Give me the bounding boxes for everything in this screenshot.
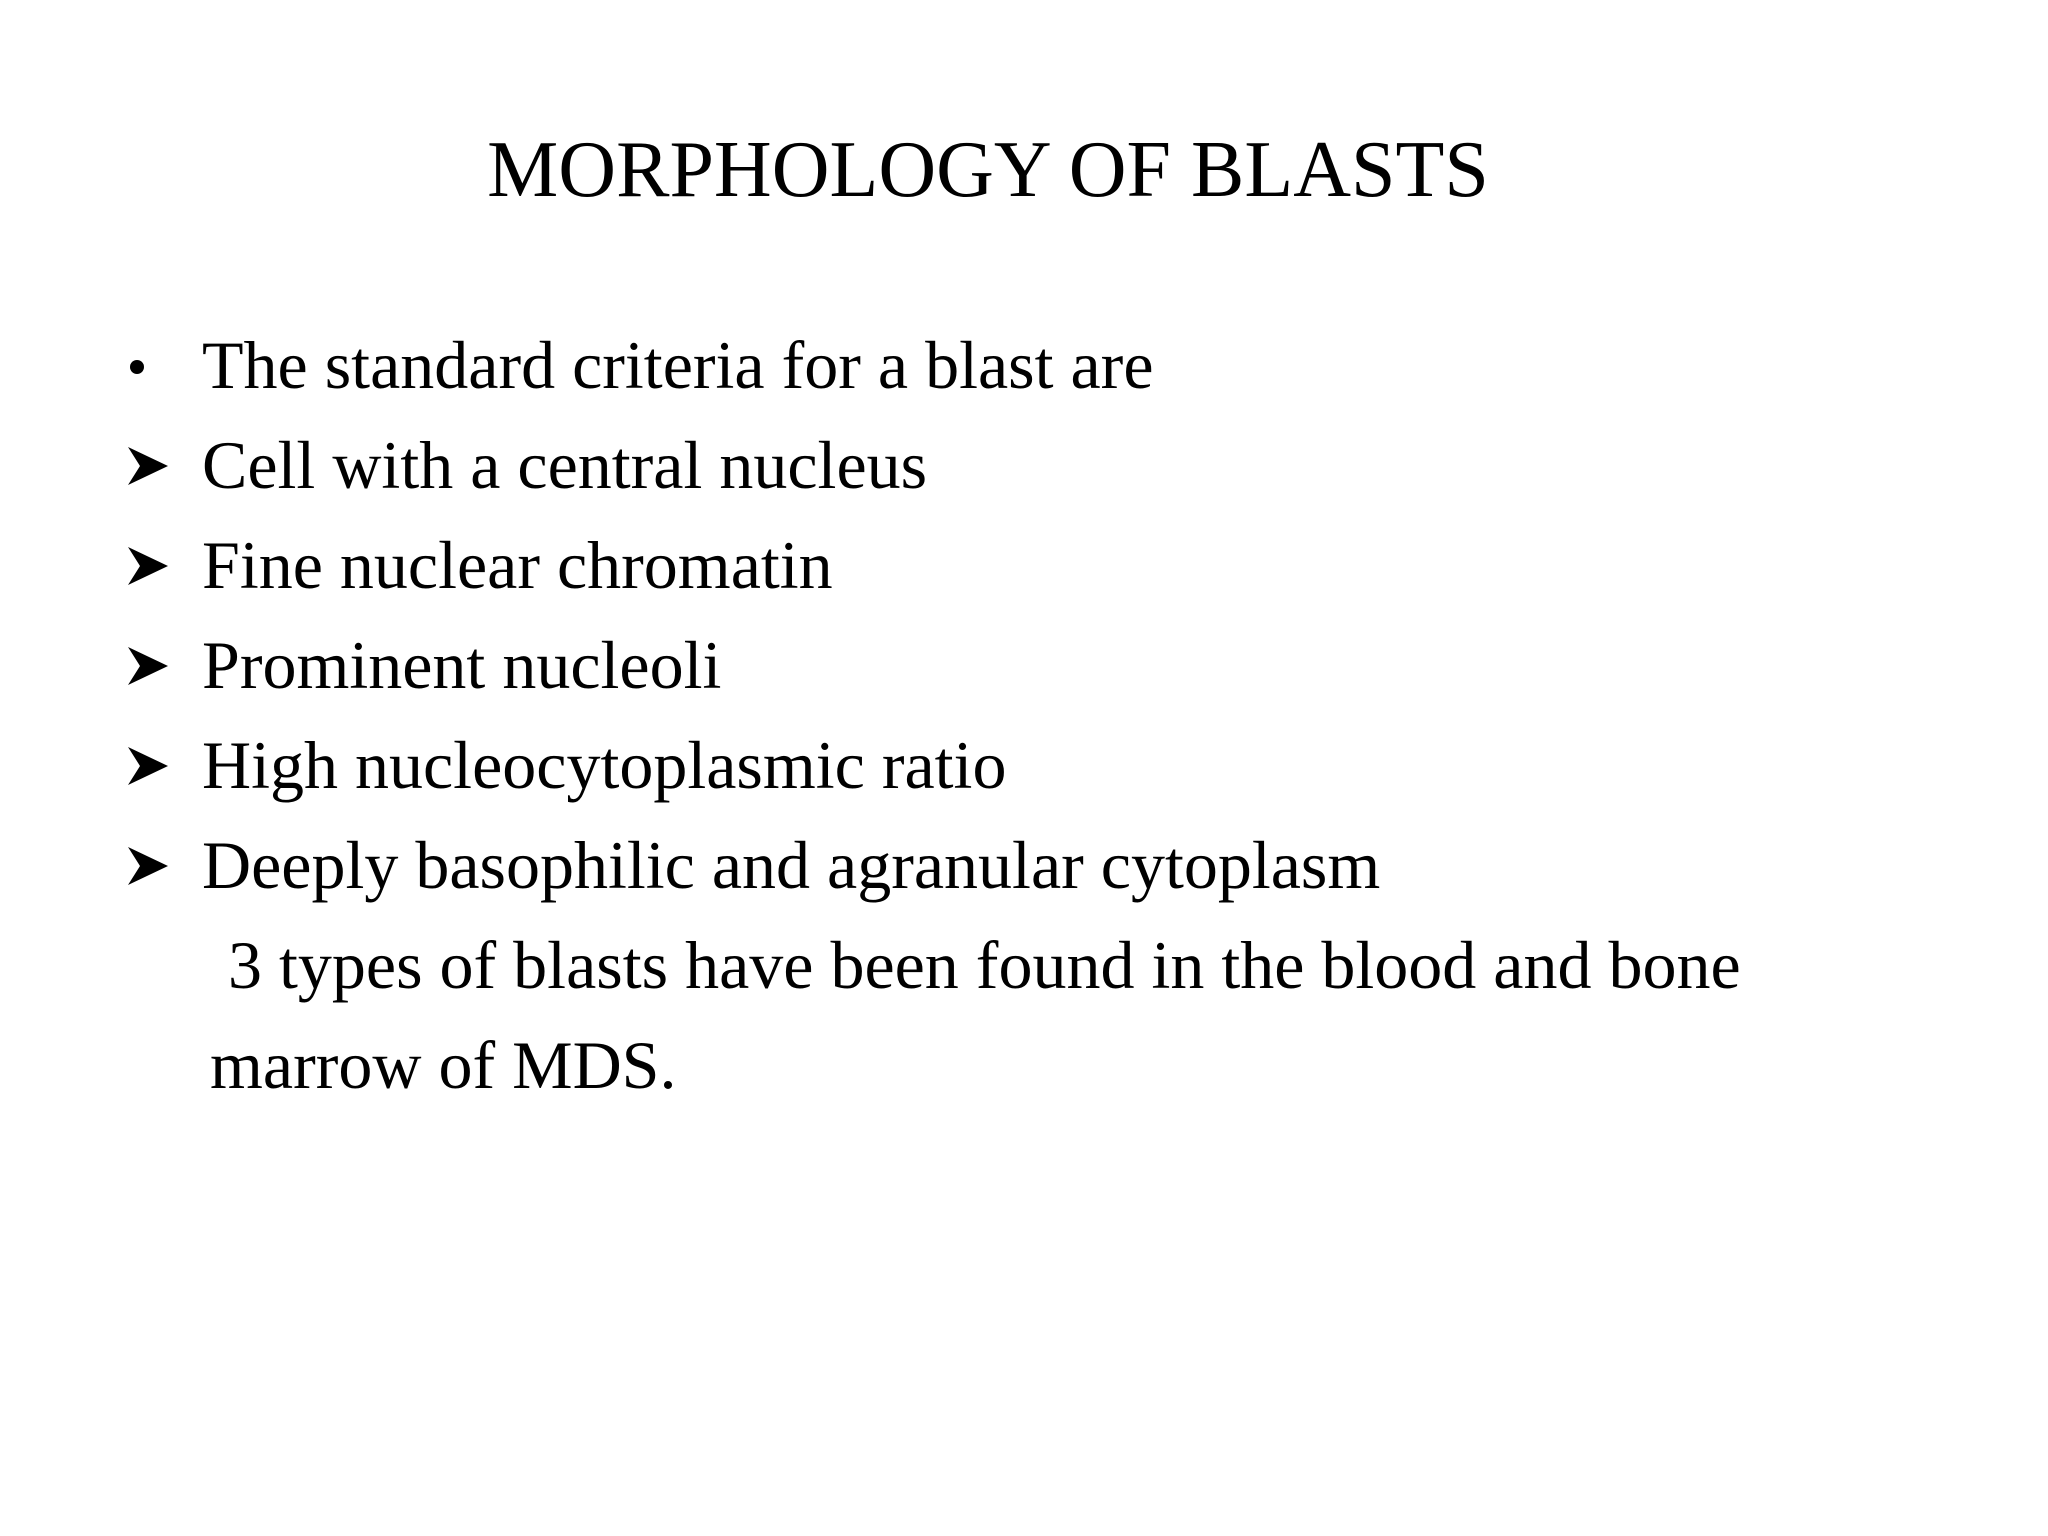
criteria-item-text: Fine nuclear chromatin [202,527,833,603]
criteria-item [120,515,1970,615]
arrow-bullet-icon [120,515,200,615]
paragraph-line: marrow of MDS. [210,1027,677,1103]
intro-bullet-item [120,315,1970,415]
paragraph-line: 3 types of blasts have been found in the blood and bone [228,927,1741,1003]
criteria-item [120,615,1970,715]
arrow-bullet-icon [120,615,200,715]
criteria-item-text: Prominent nucleoli [202,627,722,703]
criteria-item [120,715,1970,815]
bullet-dot-icon [120,315,200,415]
criteria-item-text: High nucleocytoplasmic ratio [202,727,1007,803]
intro-bullet-text: The standard criteria for a blast are [202,327,1154,403]
criteria-item [120,815,1970,915]
blast-types-paragraph [210,915,1910,1115]
arrow-bullet-icon [120,815,200,915]
arrow-bullet-icon [120,415,200,515]
criteria-item [120,415,1970,515]
criteria-item-text: Deeply basophilic and agranular cytoplasm [202,827,1381,903]
criteria-item-text: Cell with a central nucleus [202,427,928,503]
slide-title: MORPHOLOGY OF BLASTS [487,126,1489,214]
criteria-list [120,315,1970,915]
arrow-bullet-icon [120,715,200,815]
